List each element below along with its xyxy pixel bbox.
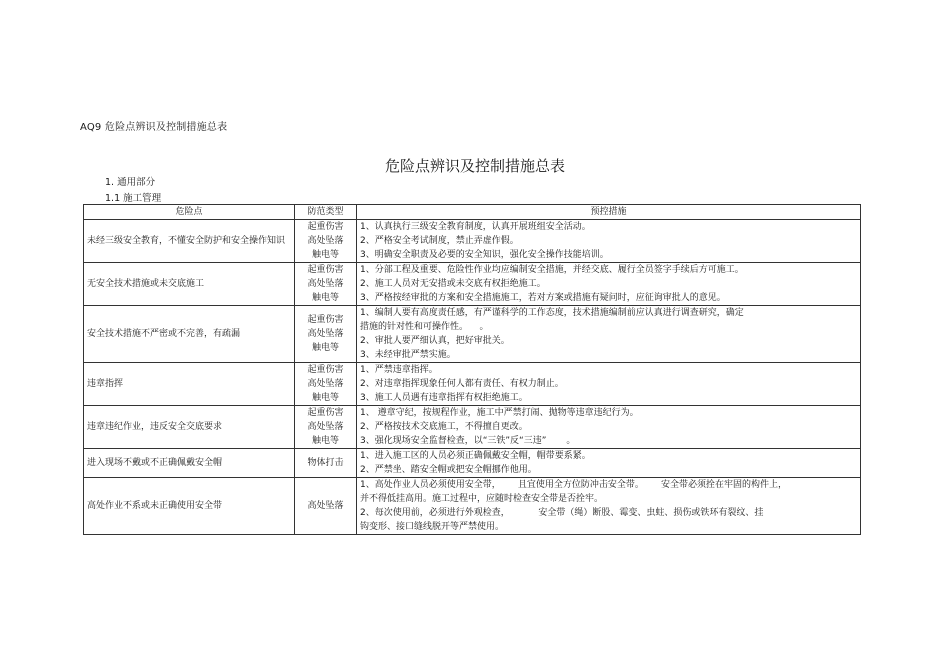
- measure-line: 2、严禁坐、踏安全帽或把安全帽挪作他用。: [360, 465, 537, 475]
- type-item: 起重伤害: [307, 265, 344, 275]
- table-row: [84, 306, 861, 363]
- measure-line: 2、审批人要严细认真，把好审批关。: [360, 336, 510, 346]
- table-row: [84, 478, 861, 535]
- measure-line: 3、未经审批严禁实施。: [360, 350, 456, 360]
- type-item: 起重伤害: [307, 408, 344, 418]
- measure-line: 1、进入施工区的人员必须正确佩戴安全帽，帽带要系紧。: [360, 451, 591, 461]
- table-header-row: [84, 205, 861, 220]
- measure-line: 2、对违章指挥现象任何人都有责任、有权力制止。: [360, 379, 564, 389]
- section-heading: 1. 通用部分: [105, 177, 156, 188]
- measure-line: 2、严格安全考试制度，禁止弄虚作假。: [360, 236, 519, 246]
- type-cell: [295, 220, 357, 263]
- hazard-cell: 未经三级安全教育，不懂安全防护和安全操作知识: [84, 220, 295, 263]
- table-row: [84, 406, 861, 449]
- type-cell: [295, 478, 357, 535]
- measure-line: 1、认真执行三级安全教育制度，认真开展班组安全活动。: [360, 222, 591, 232]
- measure-line: 2、严格按技术交底施工，不得擅自更改。: [360, 422, 528, 432]
- hazard-cell: 违章指挥: [84, 363, 295, 406]
- type-cell: [295, 263, 357, 306]
- measure-line: 1、高处作业人员必须使用安全带， 且宜使用全方位防冲击安全带。 安全带必须拴在牢固的构件上，: [360, 480, 788, 490]
- type-item: 触电等: [311, 393, 339, 403]
- measures-cell: [357, 306, 861, 363]
- table-row: [84, 363, 861, 406]
- hazard-cell: 违章违纪作业，违反安全交底要求: [84, 406, 295, 449]
- measure-line: 措施的针对性和可操作性。 。: [360, 322, 489, 332]
- type-item: 起重伤害: [307, 222, 344, 232]
- measures-cell: [357, 263, 861, 306]
- measure-line: 3、明确安全职责及必要的安全知识，强化安全操作技能培训。: [360, 250, 609, 260]
- table-row: [84, 449, 861, 478]
- measure-line: 1、 遵章守纪，按规程作业，施工中严禁打闹、抛物等违章违纪行为。: [360, 408, 639, 418]
- measure-line: 2、每次使用前，必须进行外观检查， 安全带（绳）断股、霉变、虫蛀、损伤或铁环有裂纹、挂: [360, 508, 764, 518]
- type-cell: [295, 406, 357, 449]
- document-code: AQ9 危险点辨识及控制措施总表: [80, 122, 228, 133]
- type-item: 起重伤害: [307, 365, 344, 375]
- type-cell: [295, 306, 357, 363]
- type-item: 触电等: [311, 436, 339, 446]
- measure-line: 1、严禁违章指挥。: [360, 365, 438, 375]
- table-row: [84, 220, 861, 263]
- page-title: 危险点辨识及控制措施总表: [384, 157, 565, 175]
- type-item: 高处坠落: [307, 329, 344, 339]
- type-item: 高处坠落: [307, 236, 344, 246]
- table-row: [84, 263, 861, 306]
- measure-line: 1、编制人要有高度责任感，有严谨科学的工作态度，技术措施编制前应认真进行调查研究，确定: [360, 308, 744, 318]
- type-cell: [295, 363, 357, 406]
- measures-cell: [357, 449, 861, 478]
- type-item: 高处坠落: [307, 422, 344, 432]
- column-header-hazard: 危险点: [84, 205, 295, 220]
- measure-line: 并不得低挂高用。施工过程中，应随时检查安全带是否拴牢。: [360, 494, 604, 504]
- subsection-heading: 1.1 施工管理: [105, 193, 162, 204]
- measure-line: 钩变形、接口缝线脱开等严禁使用。: [360, 522, 505, 532]
- type-item: 触电等: [311, 250, 339, 260]
- type-item: 高处坠落: [307, 379, 344, 389]
- type-item: 触电等: [311, 343, 339, 353]
- type-cell: [295, 449, 357, 478]
- type-item: 高处坠落: [307, 279, 344, 289]
- type-item: 物体打击: [307, 458, 344, 468]
- column-header-type: 防范类型: [295, 205, 357, 220]
- measure-line: 3、施工人员遇有违章指挥有权拒绝施工。: [360, 393, 528, 403]
- type-item: 高处坠落: [307, 501, 344, 511]
- hazard-cell: 安全技术措施不严密或不完善，有疏漏: [84, 306, 295, 363]
- measures-cell: [357, 478, 861, 535]
- column-header-measures: 预控措施: [357, 205, 861, 220]
- measures-cell: [357, 363, 861, 406]
- type-item: 起重伤害: [307, 315, 344, 325]
- measure-line: 3、严格按经审批的方案和安全措施施工，若对方案或措施有疑问时，应征询审批人的意见。: [360, 293, 726, 303]
- hazard-cell: 高处作业不系或未正确使用安全带: [84, 478, 295, 535]
- measures-cell: [357, 220, 861, 263]
- type-item: 触电等: [311, 293, 339, 303]
- hazard-cell: 进入现场不戴或不正确佩戴安全帽: [84, 449, 295, 478]
- hazard-control-table: [83, 204, 861, 535]
- hazard-cell: 无安全技术措施或未交底施工: [84, 263, 295, 306]
- measures-cell: [357, 406, 861, 449]
- measure-line: 3、强化现场安全监督检查，以“三铁”反“三违” 。: [360, 436, 576, 446]
- measure-line: 1、分部工程及重要、危险性作业均应编制安全措施，并经交底、履行全员签字手续后方可施工。: [360, 265, 744, 275]
- measure-line: 2、施工人员对无安措或未交底有权拒绝施工。: [360, 279, 546, 289]
